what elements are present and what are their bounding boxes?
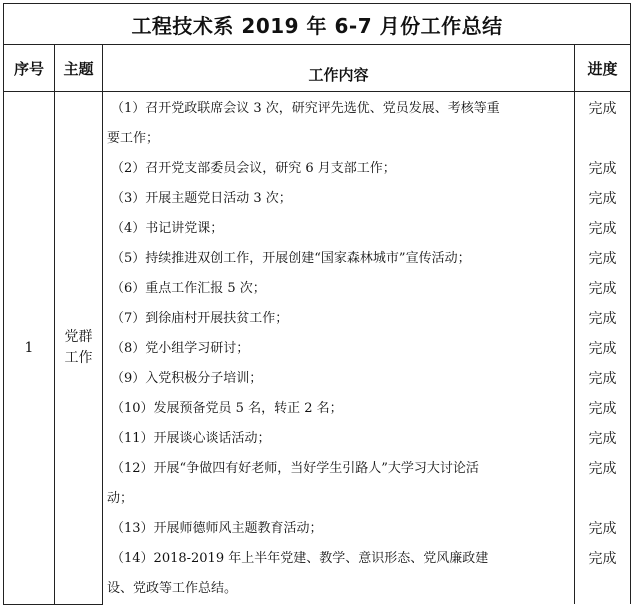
- section-topic: [55, 92, 103, 605]
- progress-status: 完成: [588, 311, 617, 327]
- progress-status: 完成: [588, 101, 617, 117]
- work-item: [103, 544, 574, 604]
- work-item-text: （2）召开党支部委员会议，研究 6 月支部工作；: [111, 161, 396, 176]
- content-list: [103, 92, 574, 604]
- progress-status: 完成: [588, 221, 617, 237]
- work-item-text: （10）发展预备党员 5 名，转正 2 名；: [111, 401, 343, 416]
- work-item-text: （7）到徐庙村开展扶贫工作；: [111, 311, 289, 326]
- section-topic-line1: 党群: [64, 328, 93, 345]
- work-item: [103, 154, 574, 184]
- work-item-text: （6）重点工作汇报 5 次；: [111, 281, 266, 296]
- work-item-text-continued: 要工作；: [107, 131, 160, 146]
- work-item-text: （4）书记讲党课；: [111, 221, 224, 236]
- work-item-text: （8）党小组学习研讨；: [111, 341, 250, 356]
- header-content-label: 工作内容: [308, 66, 369, 84]
- progress-status: 完成: [588, 521, 617, 537]
- work-item-text: （14）2018-2019 年上半年党建、教学、意识形态、党风廉政建: [111, 551, 489, 566]
- work-item-text: （11）开展谈心谈话活动；: [111, 431, 271, 446]
- work-item-text: （9）入党积极分子培训；: [111, 371, 263, 386]
- work-item: [103, 94, 574, 154]
- progress-status: 完成: [588, 191, 617, 207]
- work-item-text: （13）开展师德师风主题教育活动；: [111, 521, 323, 536]
- header-progress: 进度: [575, 45, 631, 92]
- progress-status: 完成: [588, 161, 617, 177]
- work-item: [103, 394, 574, 424]
- work-item: [103, 334, 574, 364]
- header-row: [4, 45, 631, 92]
- work-item-text-continued: 动；: [107, 491, 134, 506]
- section-row: [4, 92, 631, 605]
- progress-status: 完成: [588, 551, 617, 567]
- work-item-text: （3）开展主题党日活动 3 次；: [111, 191, 292, 206]
- work-item-text: （1）召开党政联席会议 3 次，研究评先选优、党员发展、考核等重: [111, 101, 500, 116]
- progress-status: 完成: [588, 461, 617, 477]
- work-item: [103, 304, 574, 334]
- header-topic: 主题: [55, 45, 103, 92]
- work-item: [103, 184, 574, 214]
- progress-list: [575, 92, 630, 604]
- work-item-text: （12）开展“争做四有好老师，当好学生引路人”大学习大讨论活: [111, 461, 479, 476]
- section-topic-line2: 工作: [64, 349, 93, 366]
- progress-status: 完成: [588, 281, 617, 297]
- work-item: [103, 274, 574, 304]
- document-title: 工程技术系 2019 年 6-7 月份工作总结: [4, 4, 631, 45]
- title-row: [4, 4, 631, 45]
- progress-status: 完成: [588, 341, 617, 357]
- work-item: [103, 214, 574, 244]
- work-item: [103, 364, 574, 394]
- work-item-text-continued: 设、党政等工作总结。: [107, 581, 238, 596]
- work-item: [103, 244, 574, 274]
- work-item: [103, 424, 574, 454]
- progress-column: [575, 92, 631, 605]
- work-summary-table: [3, 3, 631, 605]
- work-item: [103, 454, 574, 514]
- work-item: [103, 514, 574, 544]
- section-index: 1: [4, 92, 55, 605]
- work-item-text: （5）持续推进双创工作，开展创建“国家森林城市”宣传活动；: [111, 251, 471, 266]
- header-index: 序号: [4, 45, 55, 92]
- progress-status: 完成: [588, 251, 617, 267]
- progress-status: 完成: [588, 401, 617, 417]
- progress-status: 完成: [588, 371, 617, 387]
- content-column: [103, 92, 575, 605]
- header-content: [103, 45, 575, 92]
- progress-status: 完成: [588, 431, 617, 447]
